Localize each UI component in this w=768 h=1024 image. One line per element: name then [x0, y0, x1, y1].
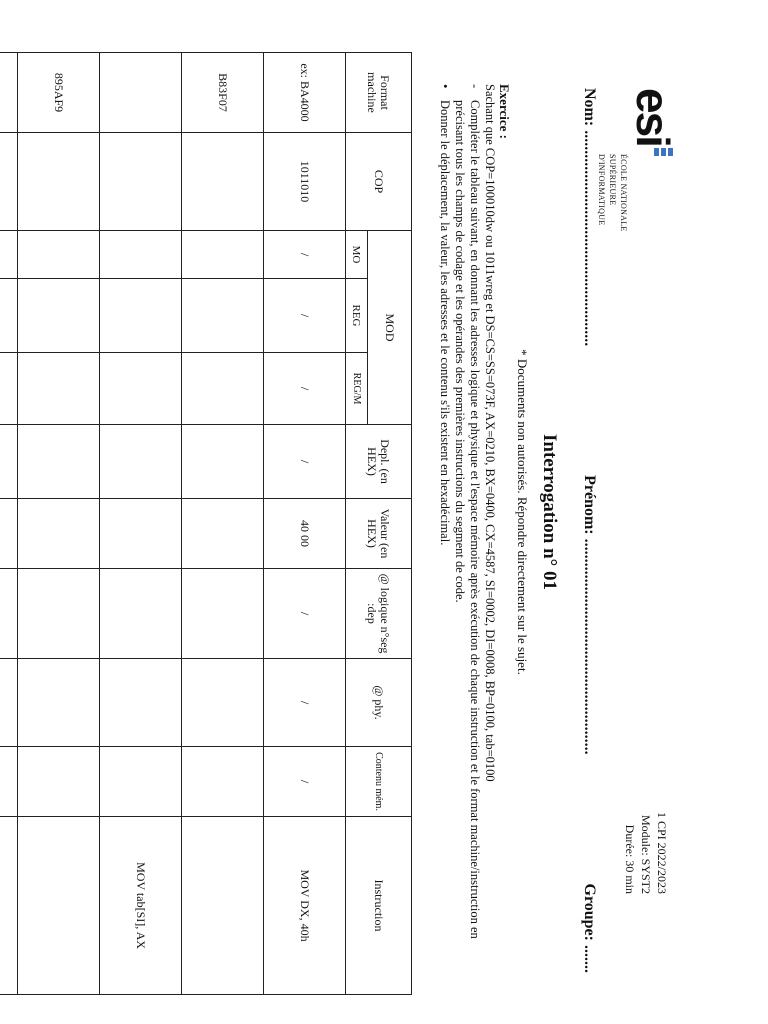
duration-label: Durée: 30 min — [623, 824, 637, 894]
cell-regm: / — [264, 353, 346, 425]
cell-adresse-physique[interactable] — [18, 659, 100, 747]
logo-mark: esi — [627, 88, 679, 146]
cell-depl: / — [264, 425, 346, 499]
table-row — [0, 53, 18, 995]
cell-format: B83F07 — [182, 53, 264, 133]
exercise-item-1-text: Compléter le tableau suivant, en donnant les adresses logique et physique et l'espace mémoire après exécution de chaque instruction et le format machine/instruction en précisant tous les champs de codage et les opérandes des premières instructions du segment de code. — [453, 100, 482, 939]
cell-adresse-physique[interactable] — [100, 659, 182, 747]
cell-reg[interactable] — [100, 279, 182, 353]
prenom-field[interactable]: Prénom: ...................................................... — [581, 475, 598, 755]
table-row — [264, 53, 346, 995]
school-name: ÉCOLE NATIONALE SUPÉRIEURE D'INFORMATIQUE — [597, 154, 628, 232]
cell-adresse-logique[interactable] — [18, 569, 100, 659]
col-format: Format machine — [346, 53, 412, 133]
cell-instruction[interactable] — [182, 817, 264, 995]
col-mo: MO — [346, 231, 368, 279]
exercise-item-2-text: Donner le déplacement, la valeur, les adresses et le contenu s'ils existent en hexadécimal. — [438, 100, 452, 546]
cell-valeur: 40 00 — [264, 499, 346, 569]
cell-format: 895AF9 — [18, 53, 100, 133]
cell-mo[interactable] — [0, 231, 18, 279]
table-row — [182, 53, 264, 995]
cell-contenu[interactable] — [18, 747, 100, 817]
cell-adresse-physique[interactable] — [182, 659, 264, 747]
cell-valeur[interactable] — [100, 499, 182, 569]
col-reg: REG — [346, 279, 368, 353]
cell-contenu[interactable] — [182, 747, 264, 817]
cell-mo[interactable] — [100, 231, 182, 279]
table-row — [18, 53, 100, 995]
cell-adresse-logique[interactable] — [100, 569, 182, 659]
cell-adresse-physique[interactable] — [0, 659, 18, 747]
cell-reg[interactable] — [182, 279, 264, 353]
cell-cop[interactable] — [18, 133, 100, 231]
nom-field[interactable]: Nom: ...................................................... — [581, 88, 598, 347]
dash-bullet: - — [468, 84, 482, 89]
cell-regm[interactable] — [100, 353, 182, 425]
cell-adresse-logique[interactable] — [0, 569, 18, 659]
col-adresse-physique: @ phy. — [346, 659, 412, 747]
col-cop: COP — [346, 133, 412, 231]
cell-cop[interactable] — [100, 133, 182, 231]
cell-contenu[interactable] — [100, 747, 182, 817]
col-mod-group: MOD — [368, 231, 412, 425]
cell-instruction — [0, 817, 18, 995]
student-identity-line — [580, 88, 598, 973]
cell-reg[interactable] — [18, 279, 100, 353]
cell-reg: / — [264, 279, 346, 353]
cell-mo[interactable] — [182, 231, 264, 279]
cell-contenu: / — [264, 747, 346, 817]
table-row — [100, 53, 182, 995]
cell-format[interactable] — [0, 53, 18, 133]
cell-valeur[interactable] — [18, 499, 100, 569]
col-depl: Depl. (en HEX) — [346, 425, 412, 499]
col-instruction: Instruction — [346, 817, 412, 995]
table-header-row — [368, 53, 412, 995]
cell-regm[interactable] — [18, 353, 100, 425]
academic-year: 1 CPI 2022/2023 — [655, 811, 669, 894]
cell-regm[interactable] — [0, 353, 18, 425]
cell-instruction: MOV tab[SI], AX — [100, 817, 182, 995]
exercise-item-1 — [452, 84, 482, 984]
cell-cop[interactable] — [0, 133, 18, 231]
cell-valeur[interactable] — [0, 499, 18, 569]
exercise-statement — [437, 84, 512, 984]
cell-cop: 1011010 — [264, 133, 346, 231]
exercise-item-2 — [437, 84, 452, 984]
cell-cop[interactable] — [182, 133, 264, 231]
cell-format: ex: BA4000 — [264, 53, 346, 133]
cell-contenu[interactable] — [0, 747, 18, 817]
cell-mo[interactable] — [18, 231, 100, 279]
dot-bullet: • — [438, 84, 452, 89]
col-adresse-logique: @ logique n°seg :dep — [346, 569, 412, 659]
cell-reg[interactable] — [0, 279, 18, 353]
cell-valeur[interactable] — [182, 499, 264, 569]
cell-instruction[interactable] — [18, 817, 100, 995]
cell-depl[interactable] — [0, 425, 18, 499]
cell-regm[interactable] — [182, 353, 264, 425]
school-logo — [597, 88, 679, 232]
col-regm: REG/M — [346, 353, 368, 425]
cell-depl[interactable] — [100, 425, 182, 499]
page-title: Interrogation n° 01 — [539, 433, 560, 591]
cell-depl[interactable] — [182, 425, 264, 499]
exercise-heading: Exercice : — [497, 84, 512, 139]
cell-depl[interactable] — [18, 425, 100, 499]
cell-format[interactable] — [100, 53, 182, 133]
page-subtitle: * Documents non autorisés. Répondre directement sur le sujet. — [515, 349, 530, 675]
cell-adresse-logique[interactable] — [182, 569, 264, 659]
answer-table — [0, 52, 412, 995]
col-valeur: Valeur (en HEX) — [346, 499, 412, 569]
module-label: Module: SYST2 — [639, 814, 653, 894]
groupe-field[interactable]: Groupe: ....... — [581, 883, 598, 973]
course-info — [622, 812, 670, 894]
logo-squares-icon — [654, 148, 673, 156]
col-contenu: Contenu mém. — [346, 747, 412, 817]
cell-instruction: MOV DX, 40h — [264, 817, 346, 995]
cell-mo: / — [264, 231, 346, 279]
cell-adresse-logique: / — [264, 569, 346, 659]
exercise-given-values: Sachant que COP=100010dw ou 1011wreg et DS=CS=SS=073F, AX=0210, BX=0400, CX=4587, SI=0002, DI=0008, BP=0100, tab=0100 — [483, 84, 497, 782]
cell-adresse-physique: / — [264, 659, 346, 747]
